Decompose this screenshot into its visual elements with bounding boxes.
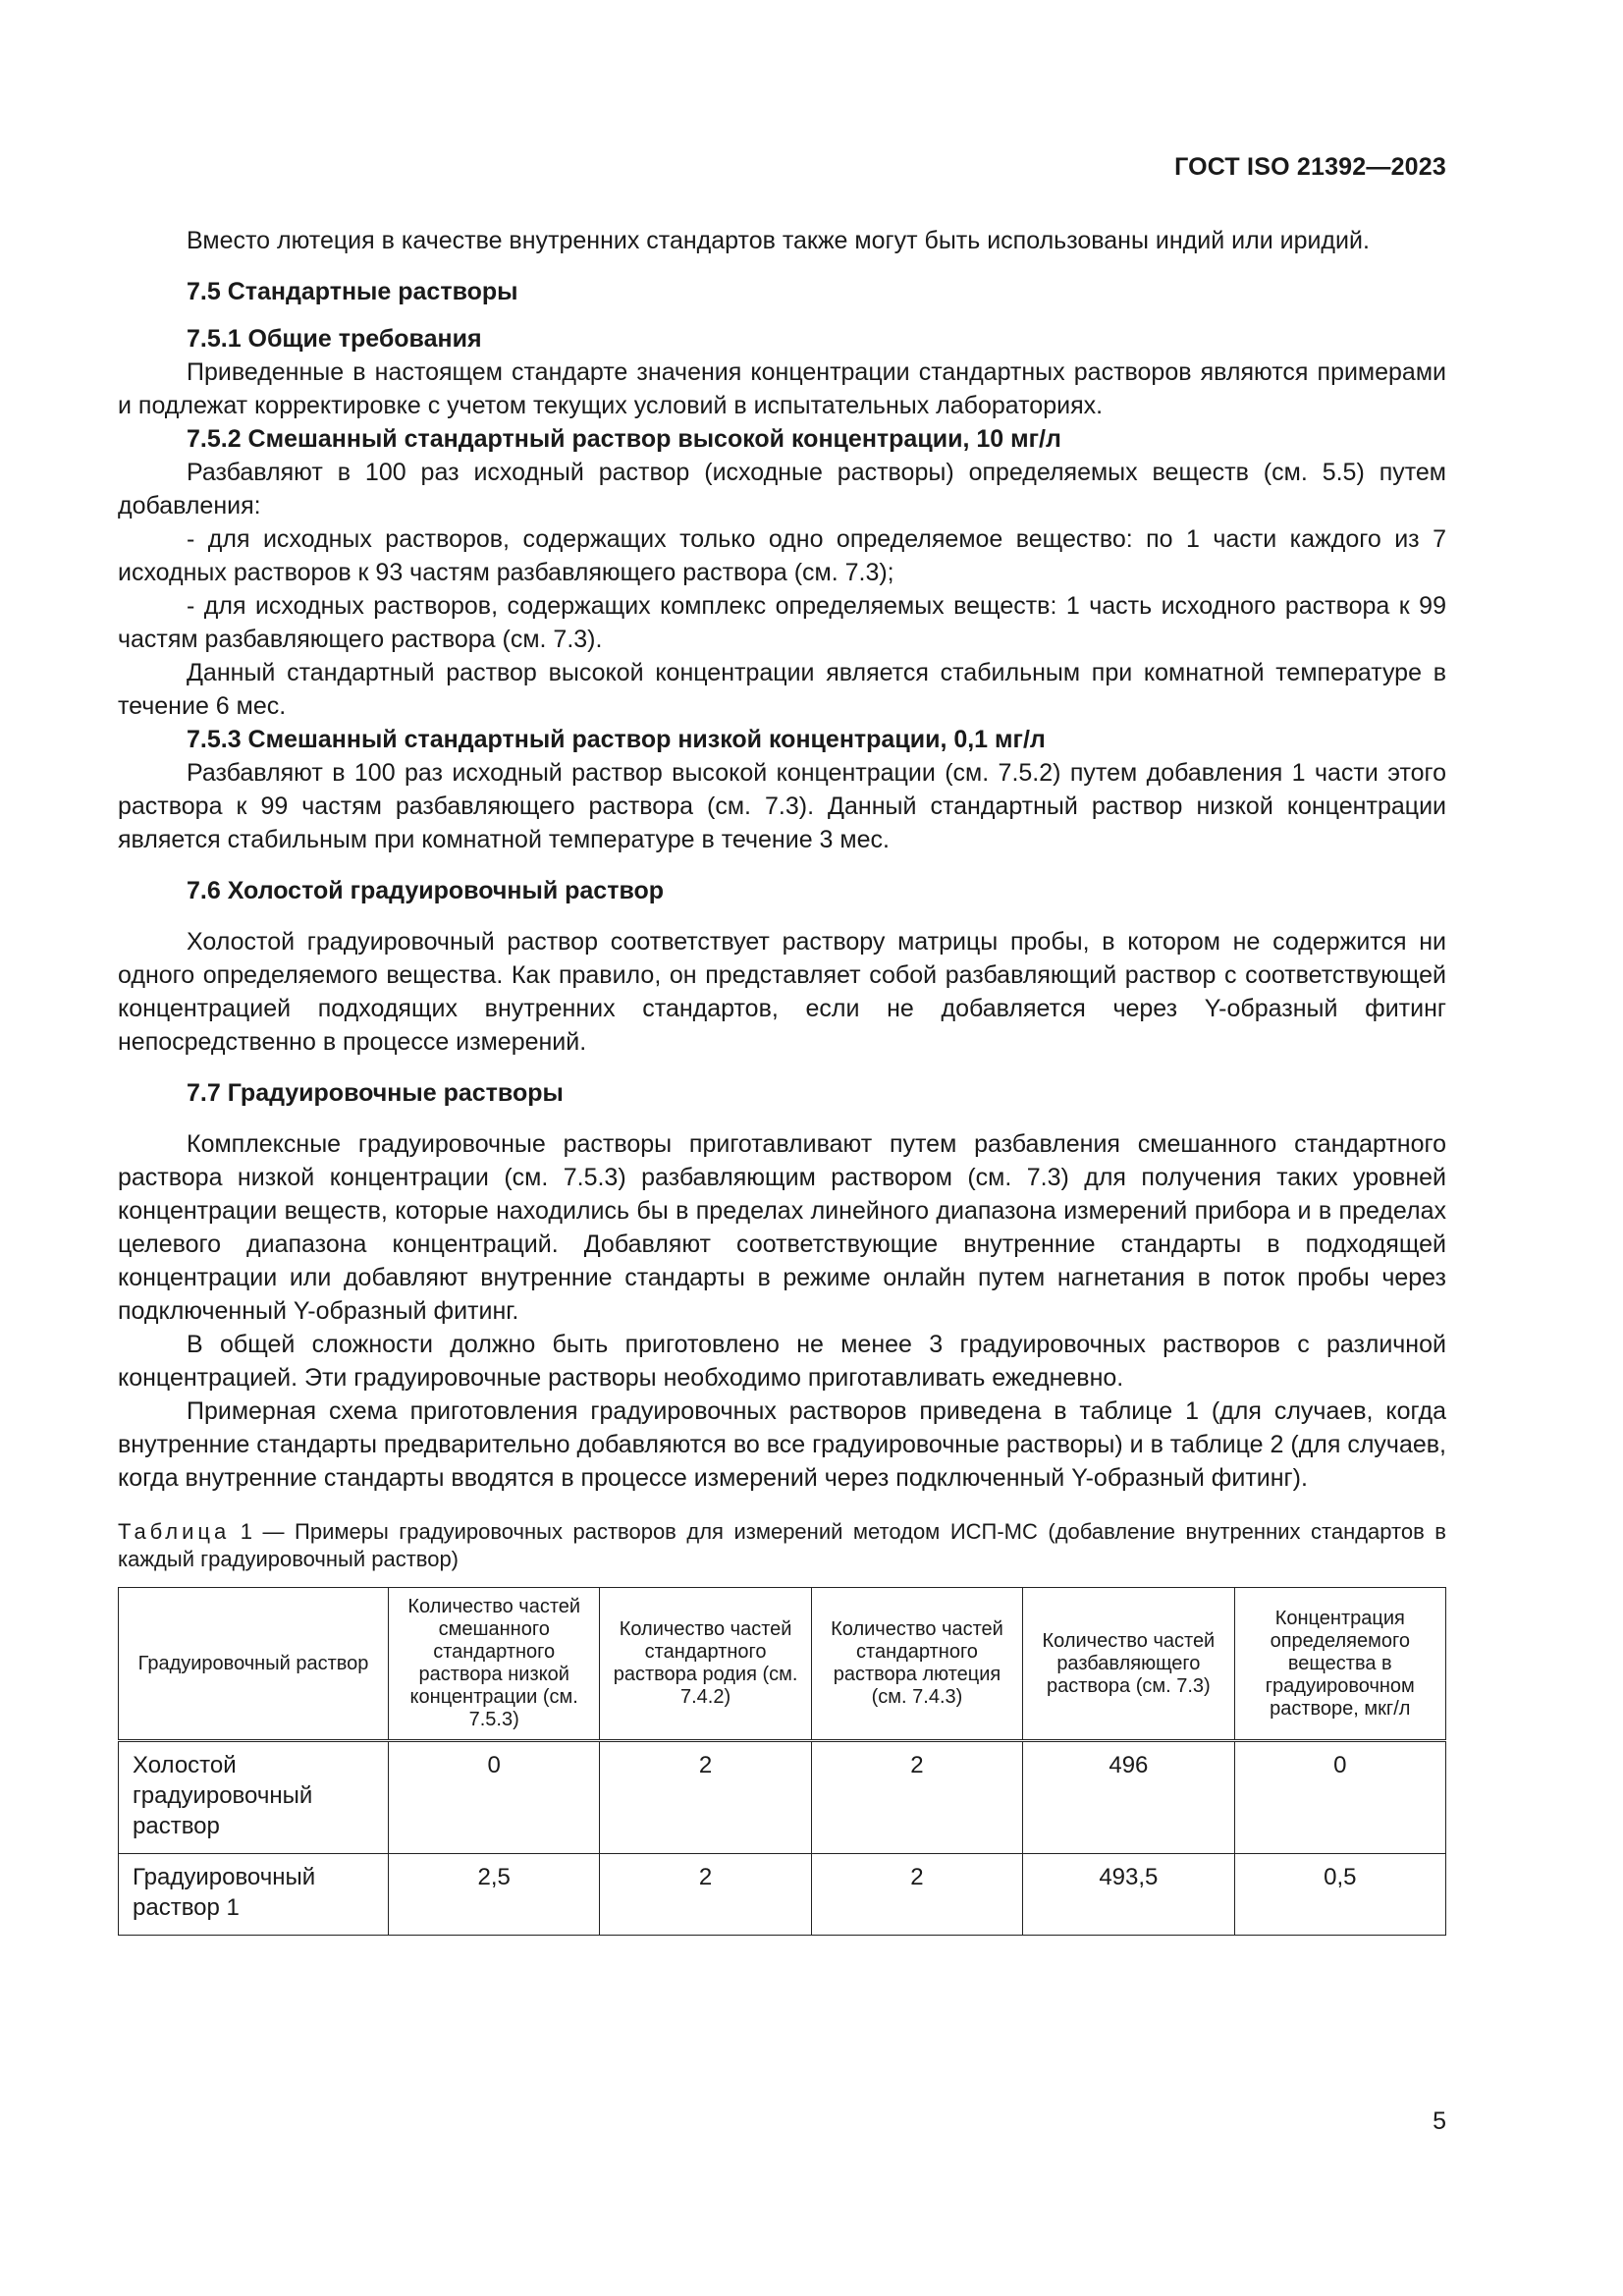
table-cell: 496 [1023,1741,1234,1854]
table-cell: 0 [389,1741,600,1854]
section-7-5-3-paragraph: Разбавляют в 100 раз исходный раствор высокой концентрации (см. 7.5.2) путем добавления 1 части этого раствора к 99 частям разбавляющего раствора (см. 7.3). Данный стандартный раствор низкой концентрации является стабильным при комнатной температуре в течение 3 мес. [118,759,1446,853]
table-cell: 2,5 [389,1854,600,1936]
section-7-5-title: 7.5 Стандартные растворы [187,278,518,305]
intro-paragraph: Вместо лютеция в качестве внутренних стандартов также могут быть использованы индий или иридий. [187,227,1370,254]
table-cell: Градуировочный раствор 1 [119,1854,389,1936]
section-7-5-2-paragraph: Разбавляют в 100 раз исходный раствор (исходные растворы) определяемых веществ (см. 5.5) путем добавления: [118,459,1446,519]
table-cell: 0 [1234,1741,1445,1854]
section-7-5-2-paragraph-2: Данный стандартный раствор высокой концентрации является стабильным при комнатной температуре в течение 6 мес. [118,659,1446,720]
table-header-cell: Градуировочный раствор [119,1588,389,1741]
table-1 [118,1587,1446,1936]
table-1-caption-text: 1 — Примеры градуировочных растворов для измерений методом ИСП-МС (добавление внутренних стандартов в каждый градуировочный раствор) [118,1519,1446,1571]
page-number: 5 [1433,2107,1446,2135]
table-cell: 2 [811,1854,1022,1936]
table-cell: Холостой градуировочный раствор [119,1741,389,1854]
section-7-7-paragraph-3: Примерная схема приготовления градуировочных растворов приведена в таблице 1 (для случаев, когда внутренние стандарты предварительно добавляются во все градуировочные растворы) и в таблице 2 (для случаев, когда внутренние стандарты вводятся в процессе измерений через подключенный Y-образный фитинг). [118,1397,1446,1492]
table-cell: 0,5 [1234,1854,1445,1936]
table-cell: 493,5 [1023,1854,1234,1936]
table-header-cell: Количество частей разбавляющего раствора (см. 7.3) [1023,1588,1234,1741]
table-header-cell: Концентрация определяемого вещества в градуировочном растворе, мкг/л [1234,1588,1445,1741]
section-7-5-2-title: 7.5.2 Смешанный стандартный раствор высокой концентрации, 10 мг/л [187,425,1061,453]
section-7-7-paragraph-2: В общей сложности должно быть приготовлено не менее 3 градуировочных растворов с различной концентрацией. Эти градуировочные растворы необходимо приготавливать ежедневно. [118,1331,1446,1392]
table-1-caption [118,1518,1446,1573]
section-7-6-title: 7.6 Холостой градуировочный раствор [187,877,665,904]
table-header-cell: Количество частей стандартного раствора родия (см. 7.4.2) [600,1588,811,1741]
table-header-row [119,1588,1446,1741]
section-7-5-3-title: 7.5.3 Смешанный стандартный раствор низкой концентрации, 0,1 мг/л [187,726,1046,753]
table-cell: 2 [811,1741,1022,1854]
table-header-cell: Количество частей смешанного стандартного раствора низкой концентрации (см. 7.5.3) [389,1588,600,1741]
table-header-cell: Количество частей стандартного раствора лютеция (см. 7.4.3) [811,1588,1022,1741]
table-cell: 2 [600,1741,811,1854]
section-7-5-1-title: 7.5.1 Общие требования [187,325,482,353]
section-7-7-paragraph-1: Комплексные градуировочные растворы приготавливают путем разбавления смешанного стандартного раствора низкой концентрации (см. 7.5.3) разбавляющим раствором (см. 7.3) для получения таких уровней концентрации веществ, которые находились бы в пределах линейного диапазона измерений прибора и в пределах целевого диапазона концентраций. Добавляют соответствующие внутренние стандарты в подходящей концентрации или добавляют внутренние стандарты в режиме онлайн путем нагнетания в поток пробы через подключенный Y-образный фитинг. [118,1130,1446,1325]
table-row [119,1854,1446,1936]
section-7-5-2-item-2: - для исходных растворов, содержащих комплекс определяемых веществ: 1 часть исходного раствора к 99 частям разбавляющего раствора (см. 7.3). [118,592,1446,653]
section-7-5-1-paragraph: Приведенные в настоящем стандарте значения концентрации стандартных растворов являются примерами и подлежат корректировке с учетом текущих условий в испытательных лабораториях. [118,358,1446,419]
table-cell: 2 [600,1854,811,1936]
document-code: ГОСТ ISO 21392—2023 [1174,153,1446,181]
section-7-7-title: 7.7 Градуировочные растворы [187,1079,564,1107]
section-7-6-paragraph: Холостой градуировочный раствор соответствует раствору матрицы пробы, в котором не содержится ни одного определяемого вещества. Как правило, он представляет собой разбавляющий раствор с соответствующей концентрацией подходящих внутренних стандартов, если не добавляется через Y-образный фитинг непосредственно в процессе измерений. [118,928,1446,1056]
table-row [119,1741,1446,1854]
table-1-caption-label: Таблица [118,1519,231,1544]
document-body [118,224,1446,1936]
section-7-5-2-item-1: - для исходных растворов, содержащих только одно определяемое вещество: по 1 части каждого из 7 исходных растворов к 93 частям разбавляющего раствора (см. 7.3); [118,525,1446,586]
